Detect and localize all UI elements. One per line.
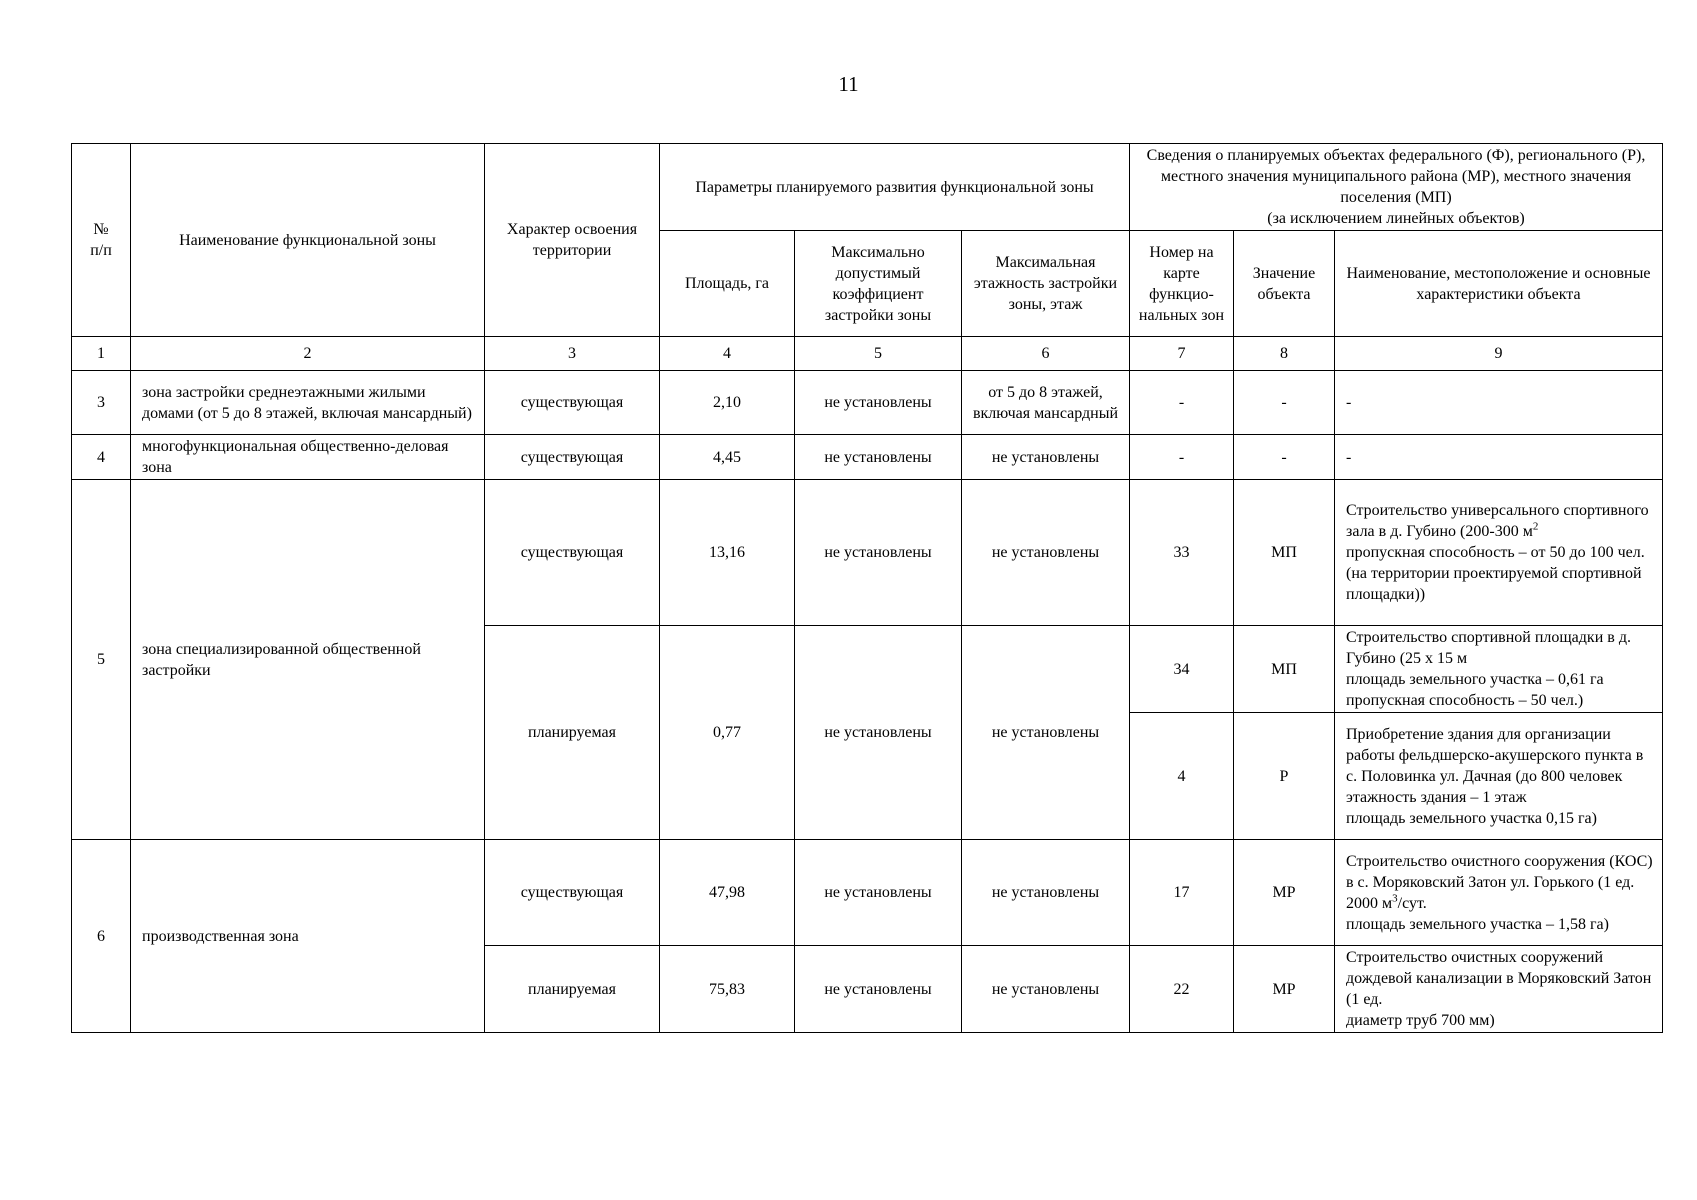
- object-significance: МР: [1234, 840, 1335, 946]
- object-description: [1335, 840, 1663, 946]
- map-number: 4: [1130, 713, 1234, 840]
- header-map-number: Номер на карте функцио-нальных зон: [1130, 231, 1234, 337]
- floors-value: не установлены: [962, 435, 1130, 480]
- column-number: 3: [485, 337, 660, 371]
- column-number: 2: [131, 337, 485, 371]
- object-significance: МП: [1234, 480, 1335, 626]
- object-description: Строительство спортивной площадки в д. Губино (25 х 15 м площадь земельного участка – 0,61 га пропускная способность – 50 чел.): [1335, 626, 1663, 713]
- header-object-description: Наименование, местоположение и основные характеристики объекта: [1335, 231, 1663, 337]
- column-number: 5: [795, 337, 962, 371]
- object-significance: МР: [1234, 946, 1335, 1033]
- coefficient-value: не установлены: [795, 435, 962, 480]
- area-value: 75,83: [660, 946, 795, 1033]
- development-character: существующая: [485, 435, 660, 480]
- header-development-character: Характер освоения территории: [485, 144, 660, 337]
- object-significance: МП: [1234, 626, 1335, 713]
- coefficient-value: не установлены: [795, 480, 962, 626]
- table-row: [72, 435, 1663, 480]
- object-significance: -: [1234, 371, 1335, 435]
- column-number: 6: [962, 337, 1130, 371]
- area-value: 0,77: [660, 626, 795, 840]
- floors-value: не установлены: [962, 946, 1130, 1033]
- header-object-significance: Значение объекта: [1234, 231, 1335, 337]
- column-number: 4: [660, 337, 795, 371]
- zone-name: многофункциональная общественно-деловая зона: [131, 435, 485, 480]
- header-max-floors: Максимальная этажность застройки зоны, этаж: [962, 231, 1130, 337]
- row-number: 5: [72, 480, 131, 840]
- development-character: существующая: [485, 840, 660, 946]
- development-character: планируемая: [485, 946, 660, 1033]
- coefficient-value: не установлены: [795, 371, 962, 435]
- superscript: 2: [1532, 520, 1539, 533]
- development-character: существующая: [485, 371, 660, 435]
- coefficient-value: не установлены: [795, 626, 962, 840]
- superscript: 3: [1392, 892, 1398, 905]
- map-number: 33: [1130, 480, 1234, 626]
- table-row: [72, 371, 1663, 435]
- header-number: № п/п: [72, 144, 131, 337]
- column-number-row: [72, 337, 1663, 371]
- object-description-text: /сут. площадь земельного участка – 1,58 га): [1346, 894, 1609, 933]
- coefficient-value: не установлены: [795, 840, 962, 946]
- functional-zones-table: [71, 143, 1663, 1033]
- map-number: 34: [1130, 626, 1234, 713]
- floors-value: не установлены: [962, 626, 1130, 840]
- object-description: -: [1335, 371, 1663, 435]
- header-max-coefficient: Максимально допустимый коэффициент застройки зоны: [795, 231, 962, 337]
- table-row: [72, 840, 1663, 946]
- object-significance: -: [1234, 435, 1335, 480]
- object-description: -: [1335, 435, 1663, 480]
- development-character: существующая: [485, 480, 660, 626]
- development-character: планируемая: [485, 626, 660, 840]
- object-description: [1335, 480, 1663, 626]
- row-number: 3: [72, 371, 131, 435]
- zone-name: зона застройки среднеэтажными жилыми домами (от 5 до 8 этажей, включая мансардный): [131, 371, 485, 435]
- header-planned-objects: Сведения о планируемых объектах федерального (Ф), регионального (Р), местного значения муниципального района (МР), местного значения поселения (МП) (за исключением линейных объектов): [1130, 144, 1663, 231]
- page-number: 11: [838, 72, 859, 96]
- row-number: 4: [72, 435, 131, 480]
- object-significance: Р: [1234, 713, 1335, 840]
- zone-name: зона специализированной общественной застройки: [131, 480, 485, 840]
- column-number: 9: [1335, 337, 1663, 371]
- object-description: Приобретение здания для организации работы фельдшерско-акушерского пункта в с. Половинка ул. Дачная (до 800 человек этажность здания – 1 этаж площадь земельного участка 0,15 га): [1335, 713, 1663, 840]
- floors-value: не установлены: [962, 840, 1130, 946]
- area-value: 2,10: [660, 371, 795, 435]
- coefficient-value: не установлены: [795, 946, 962, 1033]
- table-row: [72, 480, 1663, 626]
- object-description: Строительство очистных сооружений дождевой канализации в Моряковский Затон (1 ед. диаметр труб 700 мм): [1335, 946, 1663, 1033]
- header-development-parameters: Параметры планируемого развития функциональной зоны: [660, 144, 1130, 231]
- floors-value: от 5 до 8 этажей, включая мансардный: [962, 371, 1130, 435]
- column-number: 8: [1234, 337, 1335, 371]
- column-number: 7: [1130, 337, 1234, 371]
- object-description-text: Строительство универсального спортивного зала в д. Губино (200-300 м: [1346, 502, 1649, 540]
- map-number: 22: [1130, 946, 1234, 1033]
- area-value: 13,16: [660, 480, 795, 626]
- area-value: 47,98: [660, 840, 795, 946]
- row-number: 6: [72, 840, 131, 1033]
- zone-name: производственная зона: [131, 840, 485, 1033]
- object-description-text: пропускная способность – от 50 до 100 чел. (на территории проектируемой спортивной площадки)): [1346, 544, 1645, 603]
- area-value: 4,45: [660, 435, 795, 480]
- map-number: -: [1130, 371, 1234, 435]
- header-zone-name: Наименование функциональной зоны: [131, 144, 485, 337]
- floors-value: не установлены: [962, 480, 1130, 626]
- column-number: 1: [72, 337, 131, 371]
- map-number: -: [1130, 435, 1234, 480]
- object-description-text: Строительство очистного сооружения (КОС) в с. Моряковский Затон ул. Горького (1 ед. 2000 м: [1346, 852, 1653, 912]
- map-number: 17: [1130, 840, 1234, 946]
- header-area: Площадь, га: [660, 231, 795, 337]
